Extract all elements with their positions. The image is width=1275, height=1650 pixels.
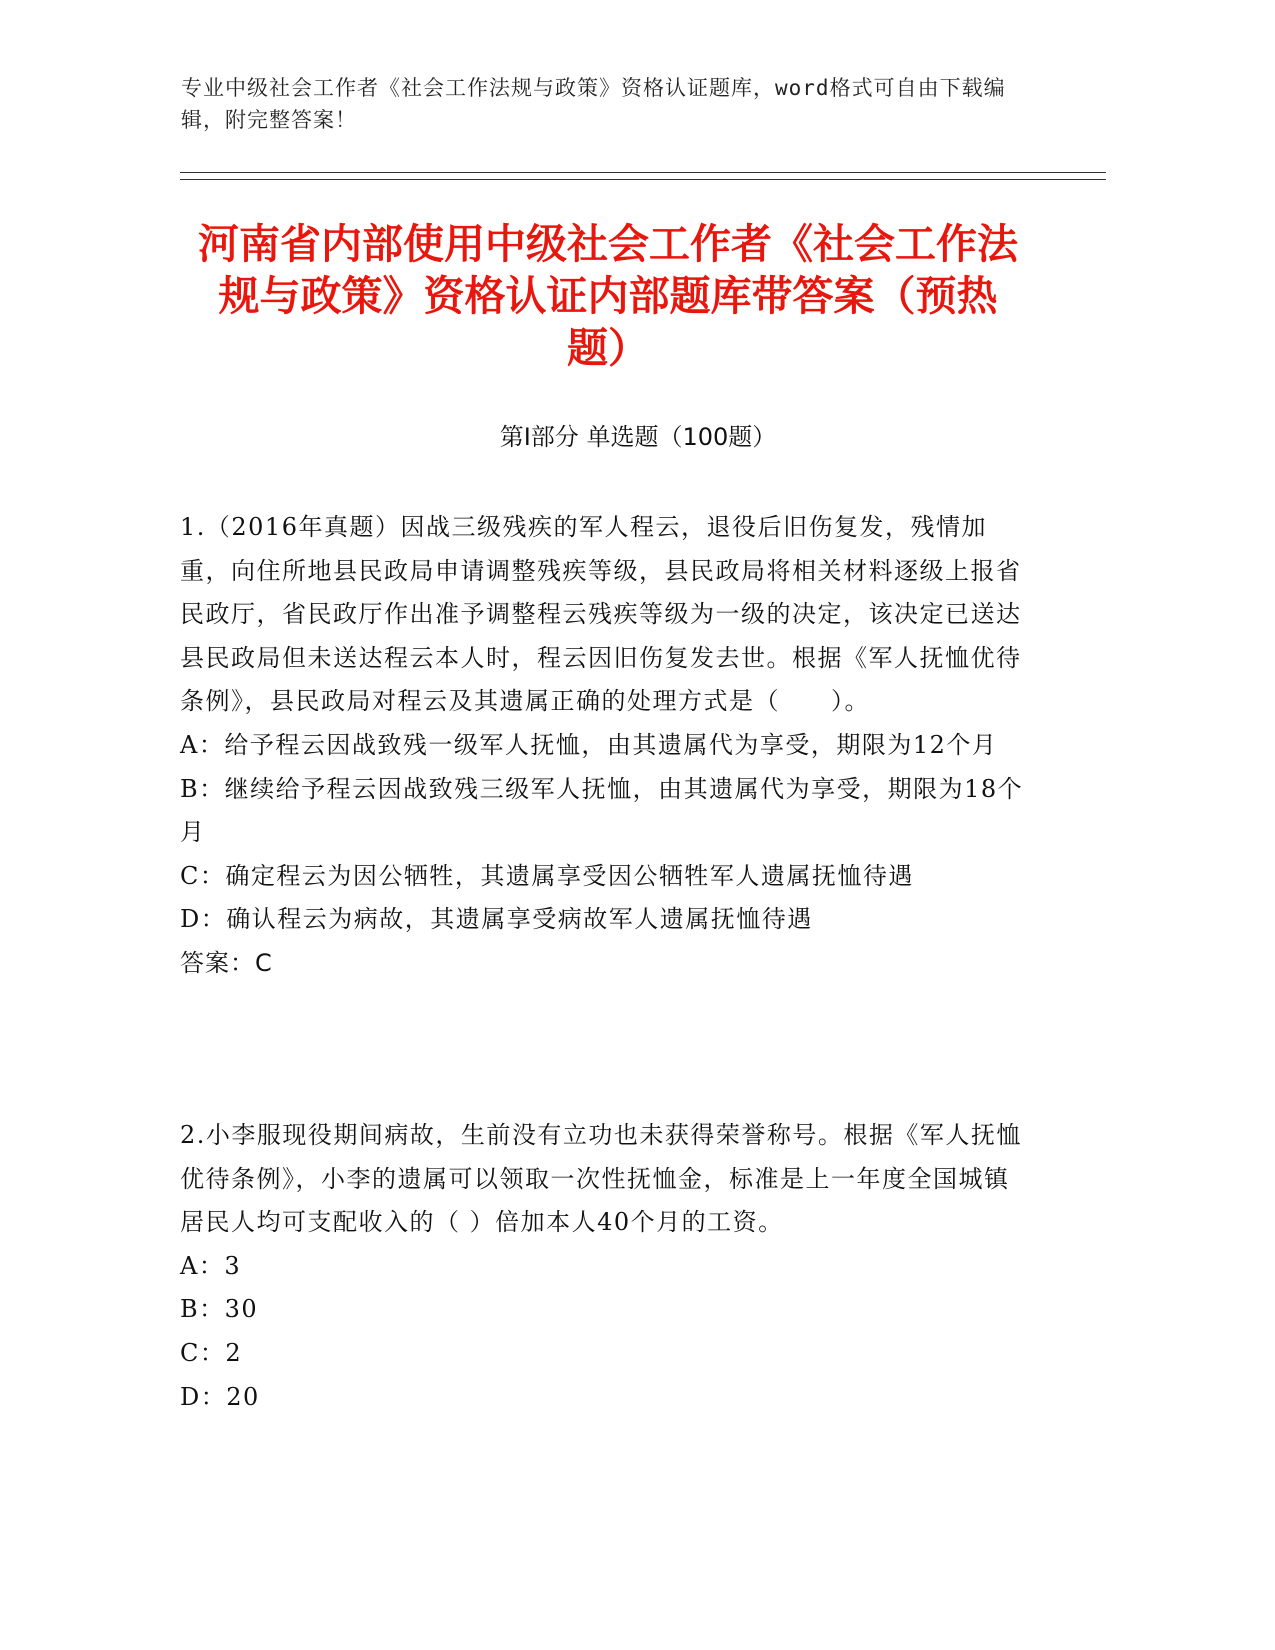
option-b: B：继续给予程云因战致残三级军人抚恤，由其遗属代为享受，期限为18个月: [180, 774, 1024, 847]
section-heading: 第I部分 单选题（100题）: [499, 423, 777, 451]
header-divider-top: [180, 172, 1106, 173]
option-a: A：3: [180, 1251, 242, 1280]
header-divider-bottom: [180, 179, 1106, 180]
option-c: C：2: [180, 1338, 243, 1367]
option-d: D：确认程云为病故，其遗属享受病故军人遗属抚恤待遇: [180, 905, 813, 934]
question-stem: 1.（2016年真题）因战三级残疾的军人程云，退役后旧伤复发，残情加重，向住所地县民政局申请调整残疾等级，县民政局将相关材料逐级上报省民政厅，省民政厅作出准予调整程云残疾等级为一级的决定，该决定已送达县民政局但未送达程云本人时，程云因旧伤复发去世。根据《军人抚恤优待条例》，县民政局对程云及其遗属正确的处理方式是（ ）。: [180, 513, 1022, 716]
option-b: B：30: [180, 1295, 259, 1324]
option-a: A：给予程云因战致残一级军人抚恤，由其遗属代为享受，期限为12个月: [180, 730, 998, 759]
question-2: [180, 1114, 1030, 1419]
header-note: 专业中级社会工作者《社会工作法规与政策》资格认证题库，word格式可自由下载编辑，附完整答案！: [181, 76, 1006, 132]
question-stem: 2.小李服现役期间病故，生前没有立功也未获得荣誉称号。根据《军人抚恤优待条例》，小李的遗属可以领取一次性抚恤金，标准是上一年度全国城镇居民人均可支配收入的（ ）倍加本人40个月的工资。: [180, 1121, 1022, 1237]
document-title: 河南省内部使用中级社会工作者《社会工作法规与政策》资格认证内部题库带答案（预热题）: [198, 220, 1018, 372]
option-d: D：20: [180, 1382, 260, 1411]
answer: 答案：C: [180, 948, 273, 977]
question-1: [180, 506, 1030, 986]
option-c: C：确定程云为因公牺牲，其遗属享受因公牺牲军人遗属抚恤待遇: [180, 861, 914, 890]
